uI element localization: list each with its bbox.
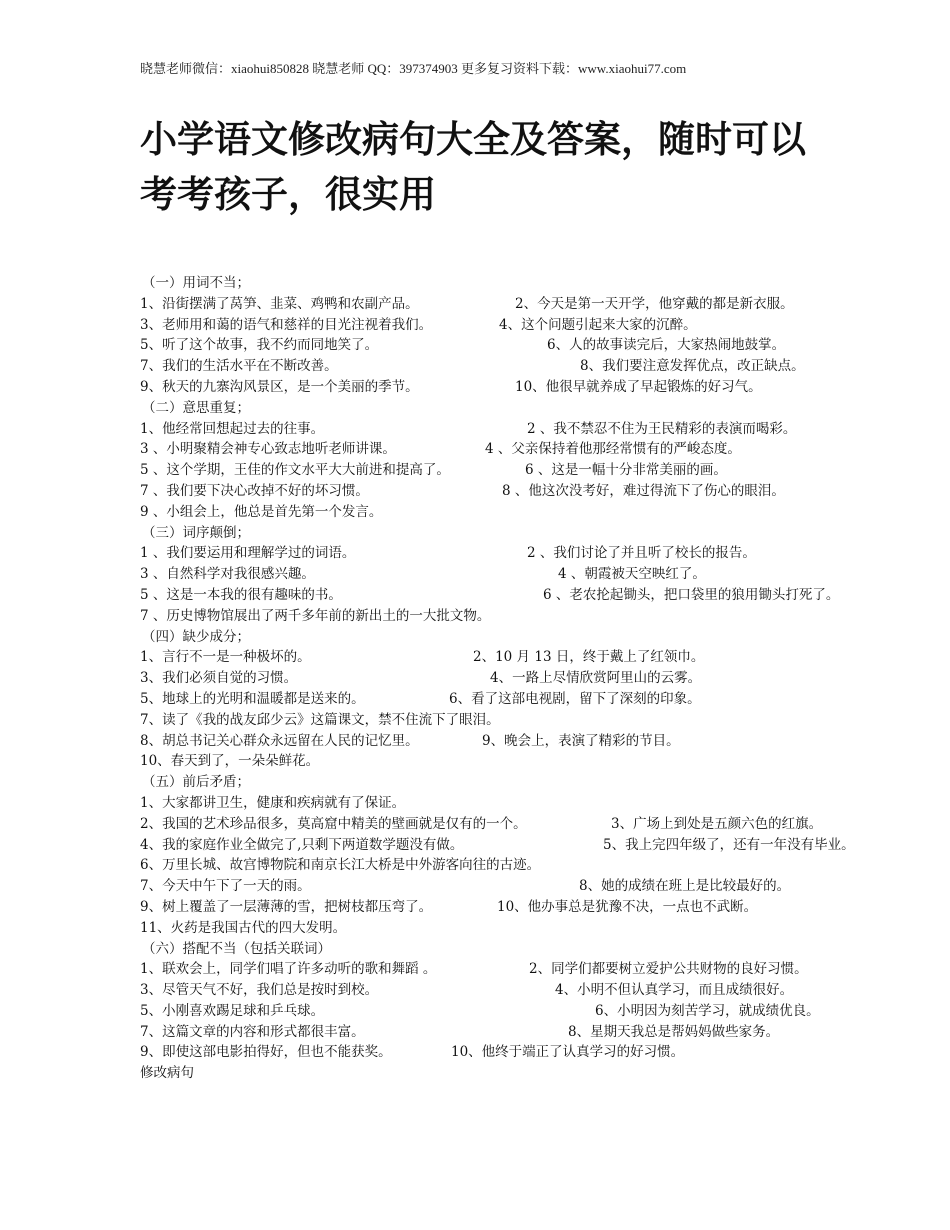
sentence-item: 3 、自然科学对我很感兴趣。 bbox=[140, 566, 315, 583]
sentence-item: 1、沿街摆满了莴笋、韭菜、鸡鸭和农副产品。 bbox=[140, 295, 419, 312]
text-line bbox=[140, 564, 930, 585]
document-body bbox=[140, 273, 930, 1084]
sentence-item: 3、老师用和蔼的语气和慈祥的目光注视着我们。 bbox=[140, 316, 433, 333]
sentence-item: 9、晚会上，表演了精彩的节目。 bbox=[482, 732, 680, 749]
sentence-item: 1、大家都讲卫生，健康和疾病就有了保证。 bbox=[140, 794, 406, 811]
text-line bbox=[140, 585, 930, 606]
sentence-item: 2 、我不禁忍不住为王民精彩的表演而喝彩。 bbox=[527, 420, 797, 437]
text-line bbox=[140, 1001, 930, 1022]
text-line bbox=[140, 1063, 930, 1084]
sentence-item: 5、地球上的光明和温暖都是送来的。 bbox=[140, 690, 365, 707]
sentence-item: 1 、我们要运用和理解学过的词语。 bbox=[140, 545, 356, 562]
sentence-item: 9、即使这部电影拍得好，但也不能获奖。 bbox=[140, 1044, 392, 1061]
text-line bbox=[140, 273, 930, 294]
sentence-item: 6 、这是一幅十分非常美丽的画。 bbox=[525, 462, 727, 479]
sentence-item: 4、一路上尽情欣赏阿里山的云雾。 bbox=[490, 670, 702, 687]
section-heading: （一）用词不当； bbox=[142, 275, 250, 291]
closing-text: 修改病句 bbox=[140, 1065, 194, 1082]
sentence-item: 4、这个问题引起来大家的沉醉。 bbox=[499, 316, 697, 333]
sentence-item: 5、小刚喜欢踢足球和乒乓球。 bbox=[140, 1002, 325, 1019]
sentence-item: 8、我们要注意发挥优点，改正缺点。 bbox=[580, 358, 805, 375]
text-line bbox=[140, 751, 930, 772]
sentence-item: 7、读了《我的战友邱少云》这篇课文，禁不住流下了眼泪。 bbox=[140, 711, 500, 728]
text-line bbox=[140, 710, 930, 731]
text-line bbox=[140, 959, 930, 980]
text-line bbox=[140, 606, 930, 627]
sentence-item: 4 、父亲保持着他那经常惯有的严峻态度。 bbox=[485, 441, 741, 458]
sentence-item: 10、他很早就养成了早起锻炼的好习气。 bbox=[515, 378, 762, 395]
text-line bbox=[140, 315, 930, 336]
text-line bbox=[140, 294, 930, 315]
sentence-item: 3、尽管天气不好，我们总是按时到校。 bbox=[140, 982, 379, 999]
text-line bbox=[140, 772, 930, 793]
text-line bbox=[140, 335, 930, 356]
sentence-item: 9、树上覆盖了一层薄薄的雪，把树枝都压弯了。 bbox=[140, 898, 433, 915]
sentence-item: 6、万里长城、故宫博物院和南京长江大桥是中外游客向往的古迹。 bbox=[140, 857, 541, 874]
text-line bbox=[140, 523, 930, 544]
sentence-item: 10、他办事总是犹豫不决，一点也不武断。 bbox=[497, 898, 758, 915]
text-line bbox=[140, 689, 930, 710]
sentence-item: 8、星期天我总是帮妈妈做些家务。 bbox=[568, 1023, 780, 1040]
text-line bbox=[140, 502, 930, 523]
sentence-item: 5 、这个学期，王佳的作文水平大大前进和提高了。 bbox=[140, 462, 450, 479]
sentence-item: 3、我们必须自觉的习惯。 bbox=[140, 670, 298, 687]
sentence-item: 2、10 月 13 日，终于戴上了红领巾。 bbox=[473, 649, 705, 666]
sentence-item: 4、我的家庭作业全做完了,只剩下两道数学题没有做。 bbox=[140, 836, 464, 853]
sentence-item: 4 、朝霞被天空映红了。 bbox=[558, 566, 706, 583]
text-line bbox=[140, 419, 930, 440]
text-line bbox=[140, 939, 930, 960]
text-line bbox=[140, 897, 930, 918]
text-line bbox=[140, 793, 930, 814]
text-line bbox=[140, 439, 930, 460]
sentence-item: 2、我国的艺术珍品很多，莫高窟中精美的壁画就是仅有的一个。 bbox=[140, 815, 527, 832]
text-line bbox=[140, 1042, 930, 1063]
text-line bbox=[140, 876, 930, 897]
sentence-item: 6、小明因为刻苦学习，就成绩优良。 bbox=[595, 1002, 820, 1019]
sentence-item: 9 、小组会上，他总是首先第一个发言。 bbox=[140, 503, 383, 520]
text-line bbox=[140, 481, 930, 502]
sentence-item: 2、今天是第一天开学，他穿戴的都是新衣服。 bbox=[515, 295, 794, 312]
page-title: 小学语文修改病句大全及答案，随时可以考考孩子，很实用 bbox=[140, 118, 806, 216]
sentence-item: 1、言行不一是一种极坏的。 bbox=[140, 649, 311, 666]
text-line bbox=[140, 377, 930, 398]
sentence-item: 10、春天到了，一朵朵鲜花。 bbox=[140, 753, 320, 770]
text-line bbox=[140, 398, 930, 419]
text-line bbox=[140, 980, 930, 1001]
sentence-item: 4、小明不但认真学习，而且成绩很好。 bbox=[555, 982, 794, 999]
sentence-item: 5、听了这个故事，我不约而同地笑了。 bbox=[140, 337, 379, 354]
section-heading: （二）意思重复； bbox=[142, 399, 250, 416]
text-line bbox=[140, 627, 930, 648]
sentence-item: 8、胡总书记关心群众永远留在人民的记忆里。 bbox=[140, 732, 419, 749]
text-line bbox=[140, 731, 930, 752]
text-line bbox=[140, 835, 930, 856]
sentence-item: 6 、老农抡起锄头，把口袋里的狼用锄头打死了。 bbox=[543, 586, 840, 603]
text-line bbox=[140, 647, 930, 668]
sentence-item: 7、这篇文章的内容和形式都很丰富。 bbox=[140, 1023, 365, 1040]
sentence-item: 5、我上完四年级了，还有一年没有毕业。 bbox=[603, 836, 855, 853]
sentence-item: 2、同学们都要树立爱护公共财物的良好习惯。 bbox=[529, 961, 808, 978]
text-line bbox=[140, 543, 930, 564]
text-line bbox=[140, 460, 930, 481]
text-line bbox=[140, 814, 930, 835]
section-heading: （四）缺少成分； bbox=[142, 628, 250, 645]
sentence-item: 6、看了这部电视剧，留下了深刻的印象。 bbox=[449, 690, 701, 707]
text-line bbox=[140, 668, 930, 689]
section-heading: （三）词序颠倒； bbox=[142, 524, 250, 541]
sentence-item: 9、秋天的九寨沟风景区，是一个美丽的季节。 bbox=[140, 378, 419, 395]
page-header: 晓慧老师微信：xiaohui850828 晓慧老师 QQ：397374903 更多复习资料下载：www.xiaohui77.com bbox=[140, 61, 687, 76]
sentence-item: 3 、小明聚精会神专心致志地听老师讲课。 bbox=[140, 441, 396, 458]
sentence-item: 1、他经常回想起过去的往事。 bbox=[140, 420, 325, 437]
text-line bbox=[140, 855, 930, 876]
sentence-item: 8、她的成绩在班上是比较最好的。 bbox=[579, 878, 791, 895]
sentence-item: 1、联欢会上，同学们唱了许多动听的歌和舞蹈 。 bbox=[140, 961, 437, 978]
sentence-item: 8 、他这次没考好，难过得流下了伤心的眼泪。 bbox=[502, 482, 785, 499]
section-heading: （六）搭配不当（包括关联词） bbox=[142, 940, 331, 957]
sentence-item: 7、今天中午下了一天的雨。 bbox=[140, 878, 311, 895]
text-line bbox=[140, 1022, 930, 1043]
sentence-item: 2 、我们讨论了并且听了校长的报告。 bbox=[527, 545, 756, 562]
section-heading: （五）前后矛盾； bbox=[142, 774, 250, 791]
sentence-item: 7 、历史博物馆展出了两千多年前的新出土的一大批文物。 bbox=[140, 607, 491, 624]
text-line bbox=[140, 356, 930, 377]
sentence-item: 11、火药是我国古代的四大发明。 bbox=[140, 919, 347, 936]
sentence-item: 5 、这是一本我的很有趣味的书。 bbox=[140, 586, 342, 603]
sentence-item: 7 、我们要下决心改掉不好的坏习惯。 bbox=[140, 482, 369, 499]
text-line bbox=[140, 918, 930, 939]
sentence-item: 7、我们的生活水平在不断改善。 bbox=[140, 358, 338, 375]
sentence-item: 6、人的故事读完后，大家热闹地鼓掌。 bbox=[547, 337, 786, 354]
sentence-item: 3、广场上到处是五颜六色的红旗。 bbox=[611, 815, 823, 832]
sentence-item: 10、他终于端正了认真学习的好习惯。 bbox=[451, 1044, 685, 1061]
